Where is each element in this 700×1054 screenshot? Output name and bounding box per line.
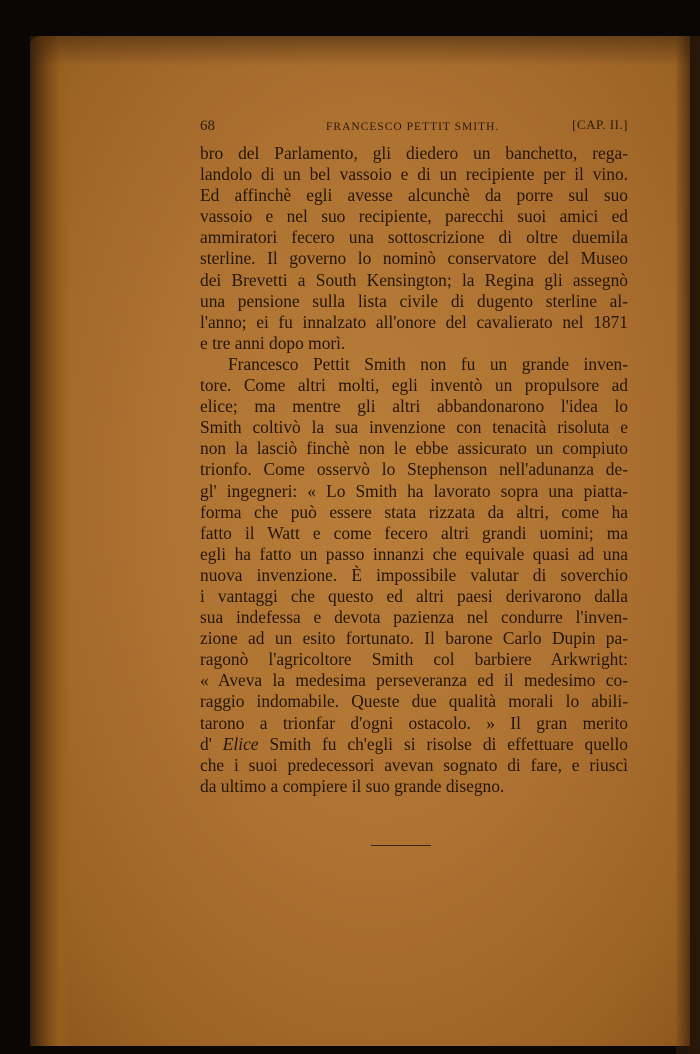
text-fragment: d': [200, 733, 223, 754]
text-line: non la lasciò finchè non le ebbe assicurato un compiuto: [200, 438, 628, 459]
text-line: sterline. Il governo lo nominò conservatore del Museo: [200, 248, 628, 269]
book-binding-edge: [30, 36, 70, 1046]
running-header: [200, 116, 628, 142]
text-line: trionfo. Come osservò lo Stephenson nell'adunanza de-: [200, 459, 628, 480]
text-line-with-italic: [200, 734, 628, 755]
running-title: FRANCESCO PETTIT SMITH.: [326, 121, 500, 133]
text-line: sua indefessa e devota pazienza nel condurre l'inven-: [200, 607, 628, 628]
text-line: l'anno; ei fu innalzato all'onore del cavalierato nel 1871: [200, 311, 628, 332]
text-line: e tre anni dopo morì.: [200, 332, 346, 353]
text-line: zione ad un esito fortunato. Il barone Carlo Dupin pa-: [200, 628, 628, 649]
page-right-edge: [676, 36, 700, 1054]
text-line: dei Brevetti a South Kensington; la Regina gli assegnò: [200, 269, 628, 290]
body-text: [200, 143, 628, 797]
text-line: landolo di un bel vassoio e di un recipiente per il vino.: [200, 164, 628, 185]
end-of-chapter-rule: [371, 845, 431, 846]
text-line: Smith coltivò la sua invenzione con tenacità risoluta e: [200, 417, 628, 438]
text-line: che i suoi predecessori avevan sognato di fare, e riuscì: [200, 754, 628, 775]
text-line: ragonò l'agricoltore Smith col barbiere Arkwright:: [200, 649, 628, 670]
page-top-shadow: [30, 36, 690, 66]
text-line: una pensione sulla lista civile di dugento sterline al-: [200, 290, 628, 311]
text-line: elice; ma mentre gli altri abbandonarono l'idea lo: [200, 396, 628, 417]
text-line: gl' ingegneri: « Lo Smith ha lavorato sopra una piatta-: [200, 480, 628, 501]
text-line: tore. Come altri molti, egli inventò un propulsore ad: [200, 375, 628, 396]
text-line: nuova invenzione. È impossibile valutar di soverchio: [200, 564, 628, 585]
text-line: da ultimo a compiere il suo grande disegno.: [200, 775, 505, 796]
text-line: forma che può essere stata rizzata da altri, come ha: [200, 501, 628, 522]
italic-word: Elice: [222, 733, 259, 754]
text-line: i vantaggi che questo ed altri paesi derivarono dalla: [200, 585, 628, 606]
text-fragment: Smith fu ch'egli si risolse di effettuare quello: [258, 733, 628, 754]
text-line: bro del Parlamento, gli diedero un banchetto, rega-: [200, 143, 628, 163]
text-line: « Aveva la medesima perseveranza ed il medesimo co-: [200, 670, 628, 691]
chapter-label: [CAP. II.]: [572, 117, 628, 132]
text-line: egli ha fatto un passo innanzi che equivale quasi ad una: [200, 543, 628, 564]
text-line: vassoio e nel suo recipiente, parecchi suoi amici ed: [200, 206, 628, 227]
text-line: tarono a trionfar d'ogni ostacolo. » Il gran merito: [200, 712, 628, 733]
text-line: fatto il Watt e come fecero altri grandi uomini; ma: [200, 522, 628, 543]
text-line: Ed affinchè egli avesse alcunchè da porre sul suo: [200, 185, 628, 206]
text-line: ammiratori fecero una sottoscrizione di oltre duemila: [200, 227, 628, 248]
text-line: raggio indomabile. Queste due qualità morali lo abili-: [200, 691, 628, 712]
page-number: 68: [200, 118, 215, 134]
text-line: Francesco Pettit Smith non fu un grande inven-: [228, 353, 628, 374]
